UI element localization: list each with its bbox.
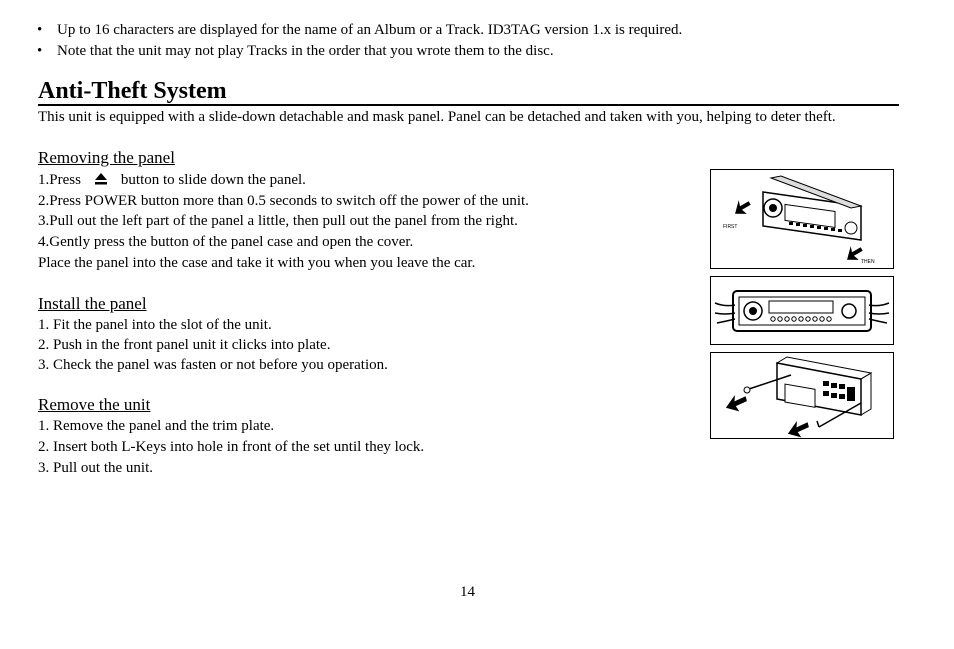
removing-step-1 (38, 171, 306, 189)
install-step-1: 1. Fit the panel into the slot of the unit. (38, 317, 272, 333)
removing-step-1-prefix: 1.Press (38, 172, 81, 188)
remove-step-2: 2. Insert both L-Keys into hole in front of the set until they lock. (38, 439, 425, 455)
removing-step-1-suffix: button to slide down the panel. (120, 172, 306, 188)
removing-step-4: 4.Gently press the button of the panel case and open the cover. (38, 234, 414, 250)
section-title: Anti-Theft System (38, 78, 227, 104)
remove-heading: Remove the unit (38, 395, 151, 414)
install-step-2: 2. Push in the front panel unit it clicks into plate. (38, 337, 331, 353)
page-number: 14 (460, 584, 475, 600)
figure-panel-install (710, 276, 894, 345)
bullet-text-1: Up to 16 characters are displayed for the name of an Album or a Track. ID3TAG version 1.x is required. (57, 22, 683, 38)
bullet-text-2: Note that the unit may not play Tracks in the order that you wrote them to the disc. (57, 43, 554, 59)
bullet-dot: • (37, 22, 43, 38)
removing-step-2: 2.Press POWER button more than 0.5 seconds to switch off the power of the unit. (38, 193, 529, 209)
remove-step-1: 1. Remove the panel and the trim plate. (38, 418, 275, 434)
title-rule (38, 104, 899, 106)
removing-heading: Removing the panel (38, 148, 175, 167)
remove-step-3: 3. Pull out the unit. (38, 460, 154, 476)
install-heading: Install the panel (38, 294, 147, 313)
section-intro: This unit is equipped with a slide-down detachable and mask panel. Panel can be detached and taken with you, helping to deter theft. (38, 109, 836, 125)
install-step-3: 3. Check the panel was fasten or not before you operation. (38, 357, 388, 373)
figure-remove-unit (710, 352, 894, 439)
eject-icon (81, 171, 121, 189)
figure-panel-detach (710, 169, 894, 269)
fig1-label-then: THEN (861, 259, 875, 265)
removing-note: Place the panel into the case and take it with you when you leave the car. (38, 255, 476, 271)
removing-step-3: 3.Pull out the left part of the panel a little, then pull out the panel from the right. (38, 213, 518, 229)
bullet-dot: • (37, 43, 43, 59)
fig1-label-first: FIRST (723, 224, 738, 230)
